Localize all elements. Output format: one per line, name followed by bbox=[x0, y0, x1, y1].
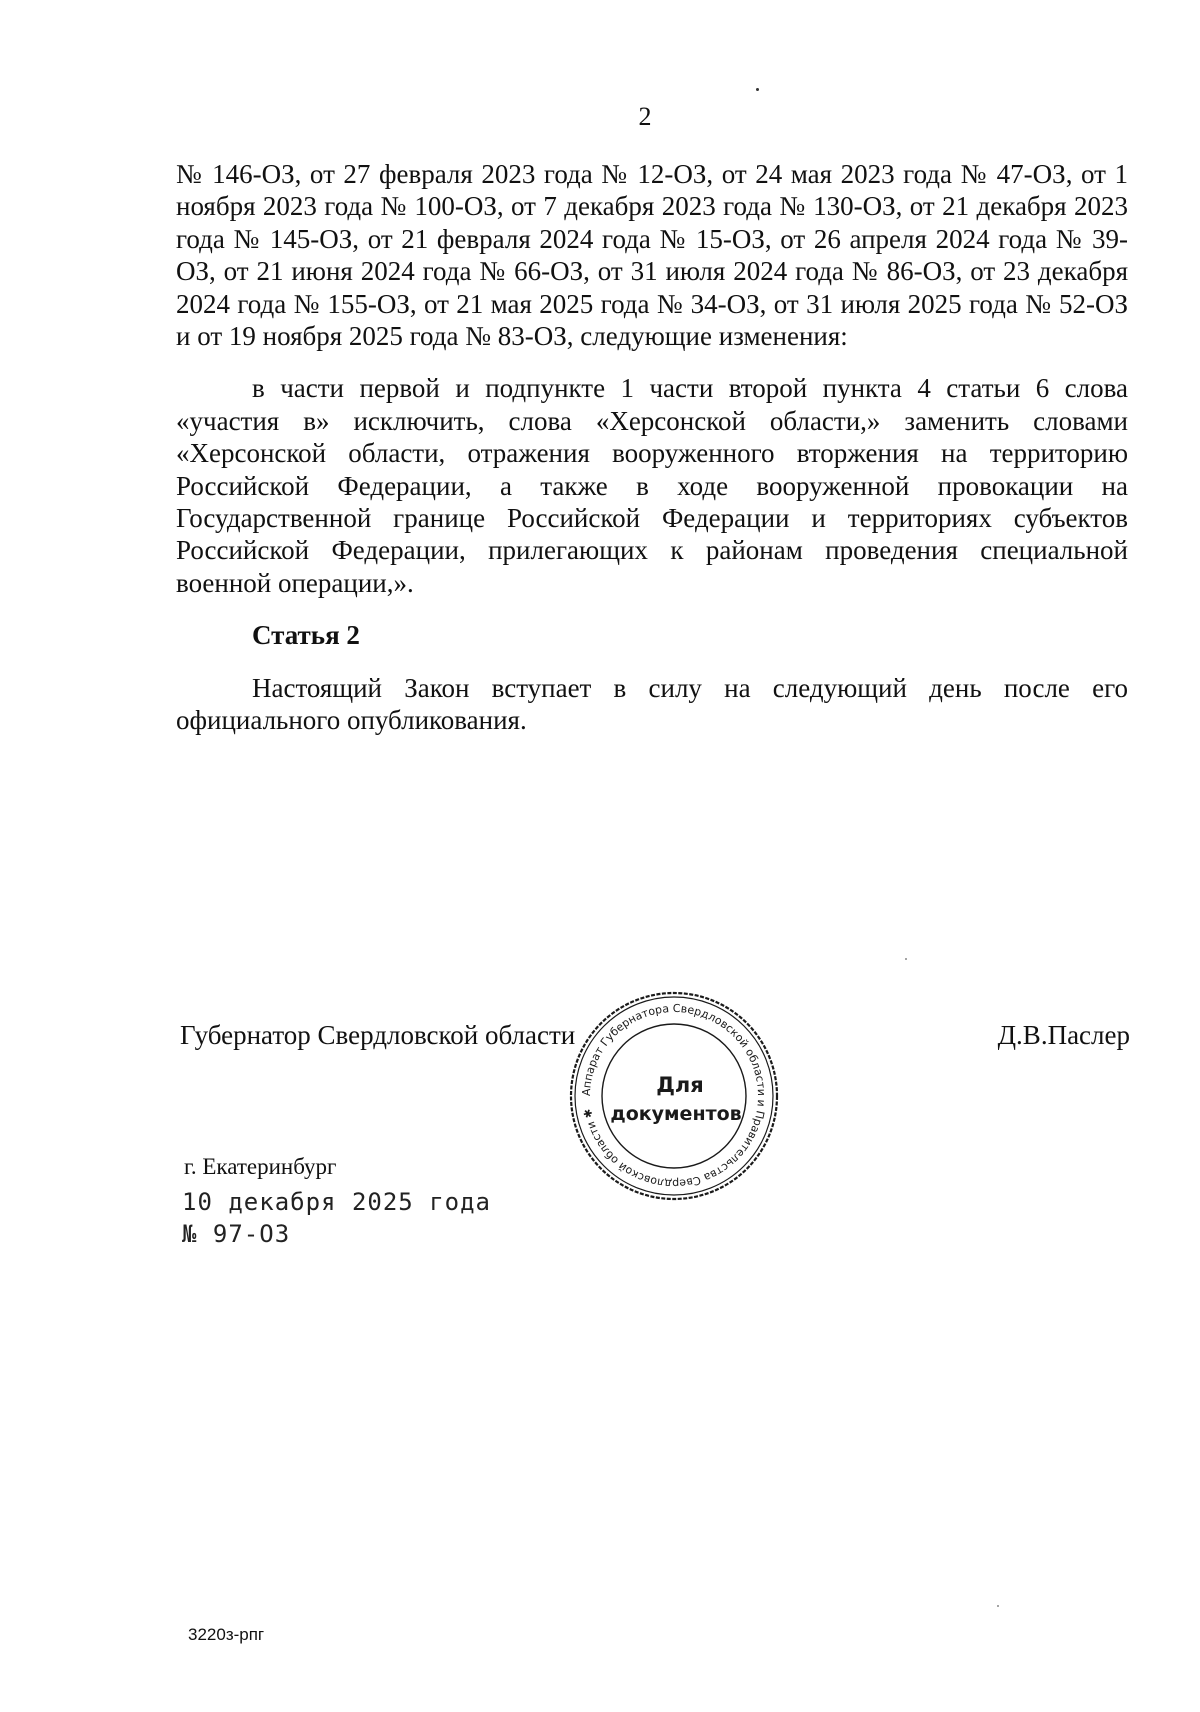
law-number: № 97-ОЗ bbox=[182, 1220, 291, 1248]
paragraph-changes: в части первой и подпункте 1 части второй пункта 4 статьи 6 слова «участия в» исключить, слова «Херсонской области,» заменить словами «Херсонской области, отражения вооруженного вторжения на территорию Российской Федерации, а также в ходе вооруженной провокации на Государственной границе Российской Федерации и территориях субъектов Российской Федерации, прилегающих к районам проведения специальной военной операции,». bbox=[176, 373, 1128, 598]
scan-speck bbox=[756, 88, 759, 91]
official-seal-stamp bbox=[568, 990, 780, 1202]
paragraph-amendments-list: № 146-ОЗ, от 27 февраля 2023 года № 12-ОЗ, от 24 мая 2023 года № 47-ОЗ, от 1 ноября 2023 года № 100-ОЗ, от 7 декабря 2023 года № 130-ОЗ, от 21 декабря 2023 года № 145-ОЗ, от 21 февраля 2024 года № 15-ОЗ, от 26 апреля 2024 года № 39-ОЗ, от 21 июня 2024 года № 66-ОЗ, от 31 июля 2024 года № 86-ОЗ, от 23 декабря 2024 года № 155-ОЗ, от 21 мая 2025 года № 34-ОЗ, от 31 июля 2025 года № 52-ОЗ и от 19 ноября 2025 года № 83-ОЗ, следующие изменения: bbox=[176, 159, 1128, 352]
scan-speck bbox=[997, 1605, 999, 1607]
signer-name: Д.В.Паслер bbox=[997, 1020, 1130, 1050]
article-heading: Статья 2 bbox=[252, 620, 360, 651]
page-number: 2 bbox=[638, 102, 652, 131]
document-code: 3220з-рпг bbox=[188, 1625, 265, 1644]
place-of-signing: г. Екатеринбург bbox=[184, 1154, 337, 1179]
stamp-ring-text: Аппарат Губернатора Свердловской области и Правительства Свердловской области ✱ bbox=[579, 1001, 769, 1191]
signing-date: 10 декабря 2025 года bbox=[182, 1188, 491, 1216]
stamp-center-line1: Для bbox=[656, 1073, 704, 1097]
stamp-center-line2: документов bbox=[610, 1103, 742, 1125]
scan-speck bbox=[905, 958, 907, 960]
document-body bbox=[176, 158, 1128, 737]
signature-position: Губернатор Свердловской области bbox=[180, 1020, 576, 1050]
paragraph-effective-date: Настоящий Закон вступает в силу на следующий день после его официального опубликования. bbox=[176, 672, 1128, 736]
